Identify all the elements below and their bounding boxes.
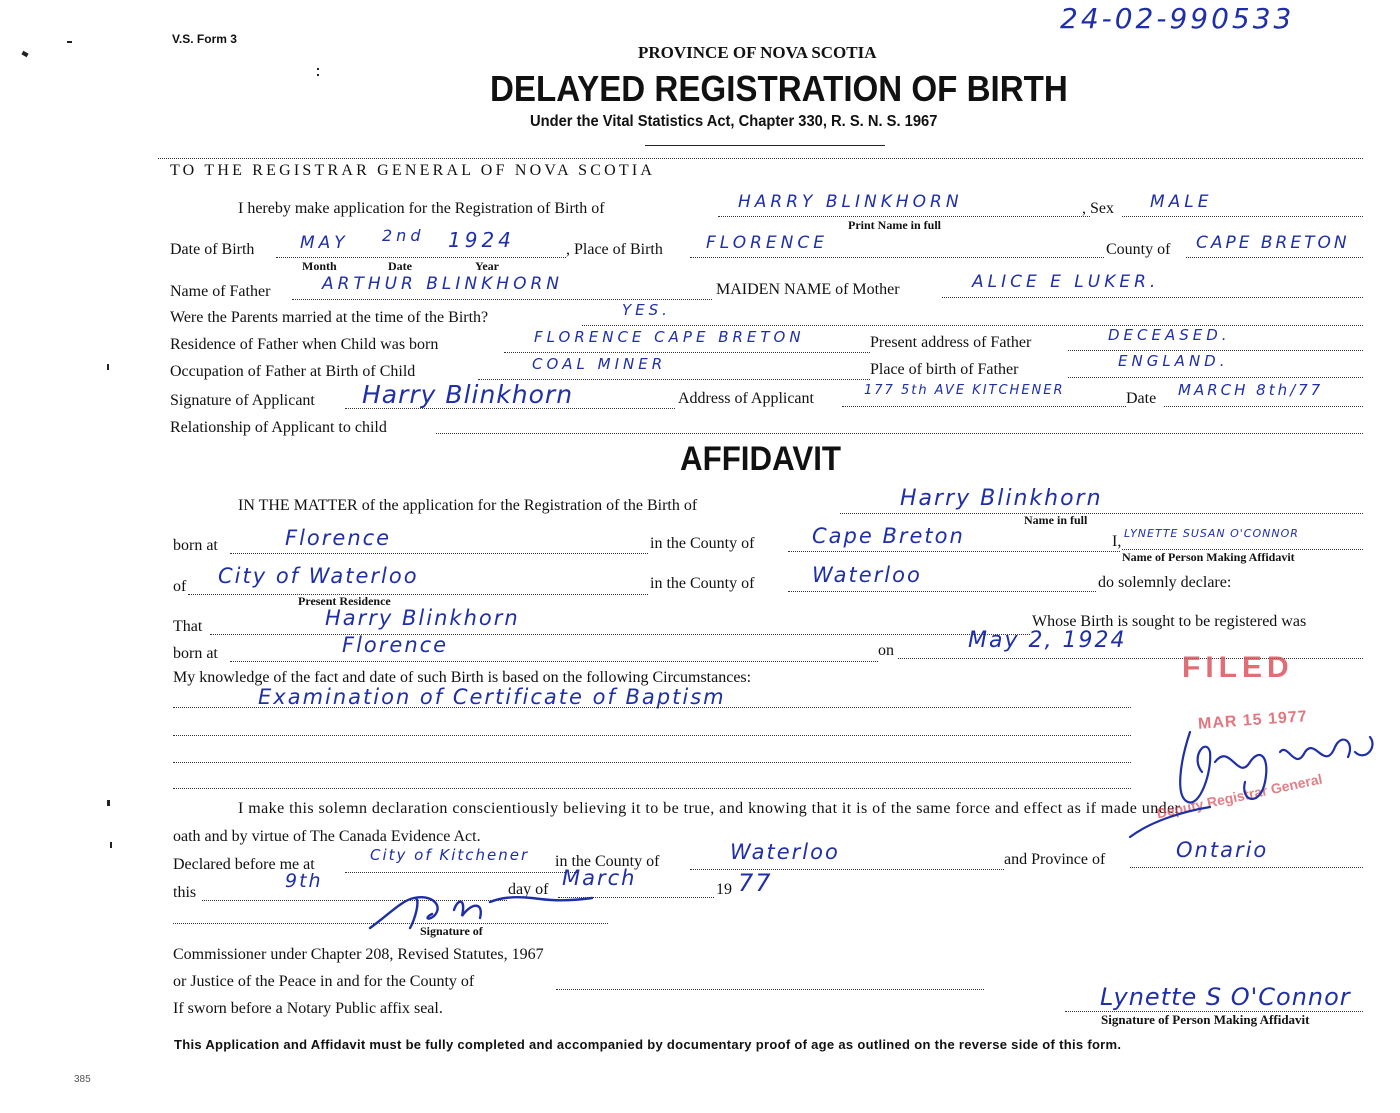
father-residence-value[interactable]: FLORENCE CAPE BRETON [534, 328, 805, 346]
declare-label: do solemnly declare: [1098, 574, 1232, 591]
county-value-3[interactable]: Waterloo [812, 563, 922, 587]
name-in-full-caption: Name in full [1024, 513, 1088, 527]
scan-speck [110, 842, 112, 848]
print-name-caption: Print Name in full [848, 218, 941, 232]
father-label: Name of Father [170, 283, 271, 300]
dob-label: Date of Birth [170, 241, 255, 258]
province-value[interactable]: Ontario [1176, 838, 1269, 862]
circumstance-value[interactable]: Examination of Certificate of Baptism [258, 685, 726, 709]
county-value-2[interactable]: Cape Breton [812, 524, 965, 548]
notary-line: If sworn before a Notary Public affix seal. [173, 1000, 443, 1017]
commissioner-line: Commissioner under Chapter 208, Revised Statutes, 1967 [173, 946, 544, 963]
justice-line: or Justice of the Peace in and for the County of [173, 973, 475, 990]
date-caption: Date [388, 259, 412, 273]
residence-value[interactable]: City of Waterloo [218, 564, 419, 588]
affidavit-heading: AFFIDAVIT [680, 440, 842, 478]
mother-label: MAIDEN NAME of Mother [716, 281, 900, 298]
born-at-value[interactable]: Florence [285, 526, 392, 550]
mother-value[interactable]: ALICE E LUKER. [972, 272, 1160, 292]
year-caption: Year [475, 259, 499, 273]
day-of-label: day of [508, 881, 549, 898]
dob-month-value[interactable]: MAY [300, 233, 349, 253]
knowledge-label: My knowledge of the fact and date of such Birth is based on the following Circumstances: [173, 669, 752, 686]
father-residence-label: Residence of Father when Child was born [170, 336, 439, 353]
day-value[interactable]: 9th [285, 870, 323, 892]
born-at-label-2: born at [173, 645, 218, 662]
father-pob-value[interactable]: ENGLAND. [1118, 352, 1229, 370]
filed-stamp-office: Deputy Registrar General [1155, 770, 1324, 822]
deponent-signature: Lynette S O'Connor [1100, 983, 1351, 1011]
solemn-declaration-line1: I make this solemn declaration conscientiously believing it to be true, and knowing that it is of the same force and effect as if made under [238, 800, 1181, 817]
county-label: County of [1106, 241, 1171, 258]
declared-county-value[interactable]: Waterloo [730, 840, 840, 864]
footer-note: This Application and Affidavit must be fully completed and accompanied by documentary proof of age as outlined on the reverse side of this form. [174, 1037, 1122, 1052]
subject-name-value[interactable]: Harry Blinkhorn [325, 606, 520, 630]
month-value[interactable]: March [562, 866, 637, 890]
declared-label: Declared before me at [173, 856, 315, 873]
dob-date-value[interactable]: 2nd [382, 226, 425, 245]
applicant-signature: Harry Blinkhorn [362, 380, 574, 409]
whose-birth-label: Whose Birth is sought to be registered was [1032, 613, 1307, 630]
addressee: TO THE REGISTRAR GENERAL OF NOVA SCOTIA [170, 162, 656, 179]
born-at-label: born at [173, 537, 218, 554]
month-caption: Month [302, 259, 337, 273]
address-label: Address of Applicant [678, 390, 814, 407]
i-label: I, [1112, 533, 1122, 550]
declared-county-label: in the County of [555, 853, 660, 870]
solemn-declaration-line2: oath and by virtue of The Canada Evidence Act. [173, 828, 481, 845]
father-present-value[interactable]: DECEASED. [1108, 326, 1231, 344]
of-label: of [173, 578, 187, 595]
matter-label: IN THE MATTER of the application for the Registration of the Birth of [238, 497, 698, 514]
birth-date-value[interactable]: May 2, 1924 [968, 628, 1127, 653]
corner-code: 385 [74, 1074, 91, 1085]
affidavit-name-value[interactable]: Harry Blinkhorn [900, 486, 1103, 511]
header-rule [645, 145, 885, 146]
married-label: Were the Parents married at the time of the Birth? [170, 309, 489, 326]
born-at-value-2[interactable]: Florence [342, 633, 449, 657]
scan-speck [21, 51, 28, 57]
scan-speck [107, 800, 110, 806]
relationship-label: Relationship of Applicant to child [170, 419, 387, 436]
father-present-label: Present address of Father [870, 334, 1032, 351]
county-label-2: in the County of [650, 535, 755, 552]
intro-label: I hereby make application for the Registration of Birth of [238, 200, 605, 217]
form-subtitle: Under the Vital Statistics Act, Chapter 330, R. S. N. S. 1967 [530, 113, 938, 130]
province-label: and Province of [1004, 851, 1106, 868]
form-title: DELAYED REGISTRATION OF BIRTH [490, 68, 1068, 109]
signature-of-caption: Signature of [420, 924, 483, 938]
dob-year-value[interactable]: 1924 [448, 228, 515, 252]
filed-stamp-date: MAR 15 1977 [1197, 708, 1309, 733]
separator [158, 158, 1363, 159]
pob-label: , Place of Birth [566, 241, 663, 258]
county-label-3: in the County of [650, 575, 755, 592]
scan-speck [317, 68, 319, 70]
registrar-signature [1120, 712, 1385, 847]
date-value[interactable]: MARCH 8th/77 [1178, 381, 1324, 399]
declared-at-value[interactable]: City of Kitchener [370, 846, 530, 864]
occupation-label: Occupation of Father at Birth of Child [170, 363, 416, 380]
year-prefix: 19 [716, 881, 732, 898]
filed-stamp-text: FILED [1182, 651, 1294, 684]
father-value[interactable]: ARTHUR BLINKHORN [322, 274, 563, 294]
form-code: V.S. Form 3 [172, 32, 237, 46]
sex-value[interactable]: MALE [1150, 192, 1213, 212]
scan-speck [67, 41, 72, 43]
married-value[interactable]: YES. [622, 301, 671, 319]
deponent-signature-caption: Signature of Person Making Affidavit [1101, 1012, 1310, 1027]
year-value[interactable]: 77 [738, 869, 773, 897]
that-label: That [173, 618, 203, 635]
address-value[interactable]: 177 5th AVE KITCHENER [864, 383, 1065, 398]
sex-label: , Sex [1082, 200, 1114, 217]
scan-speck [317, 74, 319, 76]
applicant-name-value[interactable]: HARRY BLINKHORN [738, 192, 963, 212]
residence-caption: Present Residence [298, 594, 391, 608]
this-label: this [173, 884, 197, 901]
province-heading: PROVINCE OF NOVA SCOTIA [638, 43, 877, 62]
deponent-caption: Name of Person Making Affidavit [1122, 550, 1295, 564]
applicant-signature-label: Signature of Applicant [170, 392, 315, 409]
occupation-value[interactable]: COAL MINER [532, 355, 667, 373]
scan-speck [107, 364, 109, 370]
on-label: on [878, 642, 894, 659]
date-label: Date [1126, 390, 1157, 407]
county-value[interactable]: CAPE BRETON [1196, 233, 1350, 253]
pob-value[interactable]: FLORENCE [706, 233, 828, 253]
father-pob-label: Place of birth of Father [870, 361, 1019, 378]
reference-number: 24-02-990533 [1060, 2, 1295, 35]
deponent-name-value[interactable]: LYNETTE SUSAN O'CONNOR [1124, 527, 1299, 540]
